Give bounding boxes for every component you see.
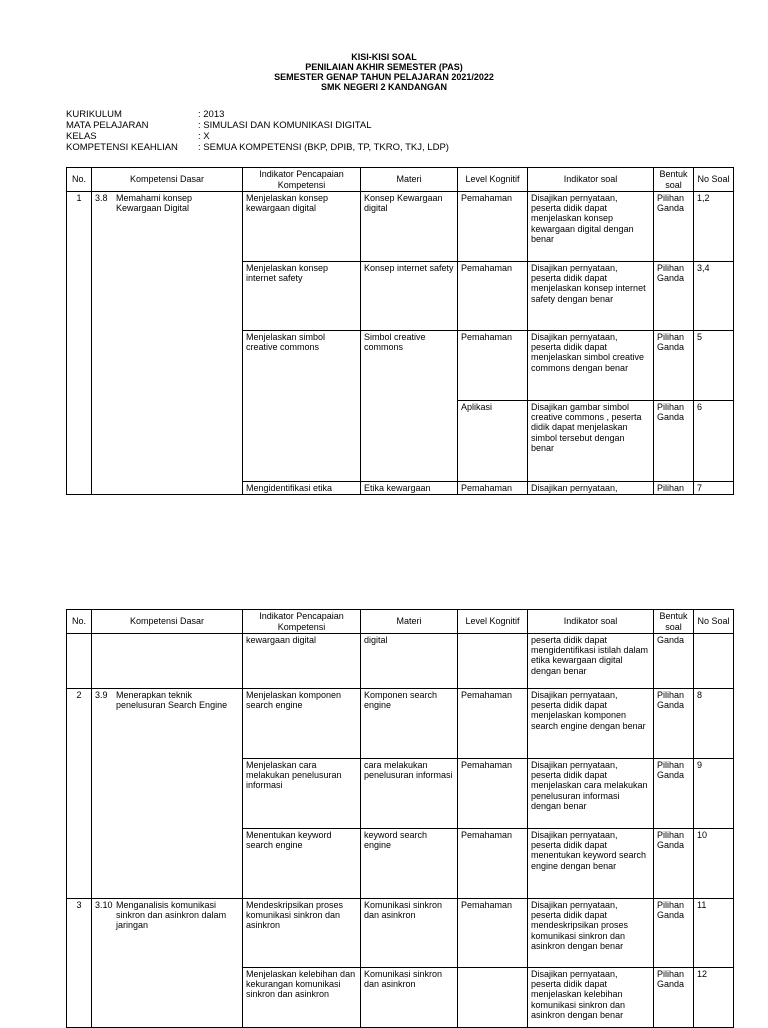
indikator-soal-cell: Disajikan pernyataan, <box>528 482 654 495</box>
no-soal-cell: 11 <box>694 899 734 968</box>
indikator-soal-cell: Disajikan pernyataan, peserta didik dapat menjelaskan konsep internet safety dengan benar <box>528 262 654 331</box>
header-bentuk-soal: Bentuk soal <box>654 168 694 192</box>
header-kompetensi-dasar: Kompetensi Dasar <box>92 168 243 192</box>
header-materi: Materi <box>361 610 458 634</box>
ipk-cell: Menjelaskan komponen search engine <box>243 689 361 759</box>
no-soal-cell <box>694 634 734 689</box>
kd-code: 3.9 <box>95 690 108 700</box>
row-number: 2 <box>67 689 92 899</box>
indikator-soal-cell: Disajikan pernyataan, peserta didik dapat menjelaskan kelebihan komunikasi sinkron dan asinkron dengan benar <box>528 968 654 1028</box>
header-no-soal: No Soal <box>694 168 734 192</box>
table-row <box>67 192 734 262</box>
bentuk-soal-cell: Ganda <box>654 634 694 689</box>
level-cell: Pemahaman <box>458 192 528 262</box>
ipk-cell: Menjelaskan konsep internet safety <box>243 262 361 331</box>
materi-cell: digital <box>361 634 458 689</box>
level-cell: Pemahaman <box>458 899 528 968</box>
ipk-cell: Menjelaskan simbol creative commons <box>243 331 361 482</box>
materi-cell: Komunikasi sinkron dan asinkron <box>361 899 458 968</box>
materi-cell: cara melakukan penelusuran informasi <box>361 759 458 829</box>
materi-cell: Komponen search engine <box>361 689 458 759</box>
bentuk-soal-cell: Pilihan Ganda <box>654 829 694 899</box>
indikator-soal-cell: Disajikan pernyataan, peserta didik dapat mendeskripsikan proses komunikasi sinkron dan asinkron dengan benar <box>528 899 654 968</box>
header-level-kognitif: Level Kognitif <box>458 610 528 634</box>
ipk-cell: Mendeskripsikan proses komunikasi sinkron dan asinkron <box>243 899 361 968</box>
indikator-soal-cell: Disajikan pernyataan, peserta didik dapat menjelaskan simbol creative commons dengan benar <box>528 331 654 401</box>
kompetensi-dasar-cell <box>92 899 243 1028</box>
header-materi: Materi <box>361 168 458 192</box>
materi-cell: Komunikasi sinkron dan asinkron <box>361 968 458 1028</box>
indikator-soal-cell: Disajikan gambar simbol creative commons , peserta didik dapat menjelaskan simbol tersebut dengan benar <box>528 401 654 482</box>
doc-subtitle: PENILAIAN AKHIR SEMESTER (PAS) <box>305 62 463 72</box>
bentuk-soal-cell: Pilihan <box>654 482 694 495</box>
header-bentuk-soal: Bentuk soal <box>654 610 694 634</box>
materi-cell: Konsep internet safety <box>361 262 458 331</box>
doc-title: KISI-KISI SOAL <box>351 52 417 62</box>
indikator-soal-cell: Disajikan pernyataan, peserta didik dapat menjelaskan cara melakukan penelusuran informasi dengan benar <box>528 759 654 829</box>
level-cell: Pemahaman <box>458 482 528 495</box>
meta-value: : 2013 <box>198 109 225 120</box>
level-cell <box>458 968 528 1028</box>
header-indikator-pencapaian: Indikator Pencapaian Kompetensi <box>243 610 361 634</box>
header-indikator-soal: Indikator soal <box>528 168 654 192</box>
table-row <box>67 634 734 689</box>
no-soal-cell: 3,4 <box>694 262 734 331</box>
level-cell: Pemahaman <box>458 759 528 829</box>
header-no: No. <box>67 168 92 192</box>
kd-code: 3.10 <box>95 900 113 910</box>
no-soal-cell: 10 <box>694 829 734 899</box>
doc-school: SMK NEGERI 2 KANDANGAN <box>320 82 447 92</box>
table-header-row <box>67 168 734 192</box>
header-no-soal: No Soal <box>694 610 734 634</box>
kd-text: Menganalisis komunikasi sinkron dan asinkron dalam jaringan <box>116 900 227 931</box>
bentuk-soal-cell: Pilihan Ganda <box>654 262 694 331</box>
header-indikator-pencapaian: Indikator Pencapaian Kompetensi <box>243 168 361 192</box>
header-kompetensi-dasar: Kompetensi Dasar <box>92 610 243 634</box>
meta-label: MATA PELAJARAN <box>66 120 149 131</box>
meta-label: KOMPETENSI KEAHLIAN <box>66 142 178 153</box>
ipk-cell: kewargaan digital <box>243 634 361 689</box>
indikator-soal-cell: peserta didik dapat mengidentifikasi istilah dalam etika kewargaan digital dengan benar <box>528 634 654 689</box>
header-indikator-soal: Indikator soal <box>528 610 654 634</box>
row-number <box>67 634 92 689</box>
meta-value: : SIMULASI DAN KOMUNIKASI DIGITAL <box>198 120 372 131</box>
level-cell: Pemahaman <box>458 262 528 331</box>
materi-cell: Konsep Kewargaan digital <box>361 192 458 262</box>
level-cell: Pemahaman <box>458 829 528 899</box>
no-soal-cell: 12 <box>694 968 734 1028</box>
bentuk-soal-cell: Pilihan Ganda <box>654 331 694 401</box>
no-soal-cell: 8 <box>694 689 734 759</box>
kd-text: Memahami konsep Kewargaan Digital <box>116 193 193 214</box>
indikator-soal-cell: Disajikan pernyataan, peserta didik dapat menentukan keyword search engine dengan benar <box>528 829 654 899</box>
row-number: 1 <box>67 192 92 495</box>
kd-code: 3.8 <box>95 193 108 203</box>
no-soal-cell: 7 <box>694 482 734 495</box>
indikator-soal-cell: Disajikan pernyataan, peserta didik dapat menjelaskan komponen search engine dengan benar <box>528 689 654 759</box>
kompetensi-dasar-cell <box>92 192 243 495</box>
ipk-cell: Menjelaskan konsep kewargaan digital <box>243 192 361 262</box>
indikator-soal-cell: Disajikan pernyataan, peserta didik dapat menjelaskan konsep kewargaan digital dengan benar <box>528 192 654 262</box>
kisi-table-2 <box>66 609 734 1028</box>
no-soal-cell: 5 <box>694 331 734 401</box>
no-soal-cell: 9 <box>694 759 734 829</box>
level-cell <box>458 634 528 689</box>
table-row <box>67 899 734 968</box>
ipk-cell: Menjelaskan kelebihan dan kekurangan komunikasi sinkron dan asinkron <box>243 968 361 1028</box>
ipk-cell: Menjelaskan cara melakukan penelusuran informasi <box>243 759 361 829</box>
bentuk-soal-cell: Pilihan Ganda <box>654 899 694 968</box>
ipk-cell: Mengidentifikasi etika <box>243 482 361 495</box>
bentuk-soal-cell: Pilihan Ganda <box>654 759 694 829</box>
materi-cell: Etika kewargaan <box>361 482 458 495</box>
table-row <box>67 689 734 759</box>
bentuk-soal-cell: Pilihan Ganda <box>654 968 694 1028</box>
meta-label: KURIKULUM <box>66 109 122 120</box>
no-soal-cell: 6 <box>694 401 734 482</box>
header-no: No. <box>67 610 92 634</box>
meta-label: KELAS <box>66 131 97 142</box>
bentuk-soal-cell: Pilihan Ganda <box>654 401 694 482</box>
header-level-kognitif: Level Kognitif <box>458 168 528 192</box>
materi-cell: keyword search engine <box>361 829 458 899</box>
meta-value: : SEMUA KOMPETENSI (BKP, DPIB, TP, TKRO, TKJ, LDP) <box>198 142 449 153</box>
level-cell: Pemahaman <box>458 689 528 759</box>
kompetensi-dasar-cell <box>92 634 243 689</box>
no-soal-cell: 1,2 <box>694 192 734 262</box>
ipk-cell: Menentukan keyword search engine <box>243 829 361 899</box>
row-number: 3 <box>67 899 92 1028</box>
level-cell: Aplikasi <box>458 401 528 482</box>
doc-semester: SEMESTER GENAP TAHUN PELAJARAN 2021/2022 <box>274 72 494 82</box>
bentuk-soal-cell: Pilihan Ganda <box>654 192 694 262</box>
materi-cell: Simbol creative commons <box>361 331 458 482</box>
table-header-row <box>67 610 734 634</box>
kisi-table-1 <box>66 167 734 495</box>
meta-value: : X <box>198 131 210 142</box>
bentuk-soal-cell: Pilihan Ganda <box>654 689 694 759</box>
kd-text: Menerapkan teknik penelusuran Search Engine <box>116 690 228 711</box>
kompetensi-dasar-cell <box>92 689 243 899</box>
level-cell: Pemahaman <box>458 331 528 401</box>
